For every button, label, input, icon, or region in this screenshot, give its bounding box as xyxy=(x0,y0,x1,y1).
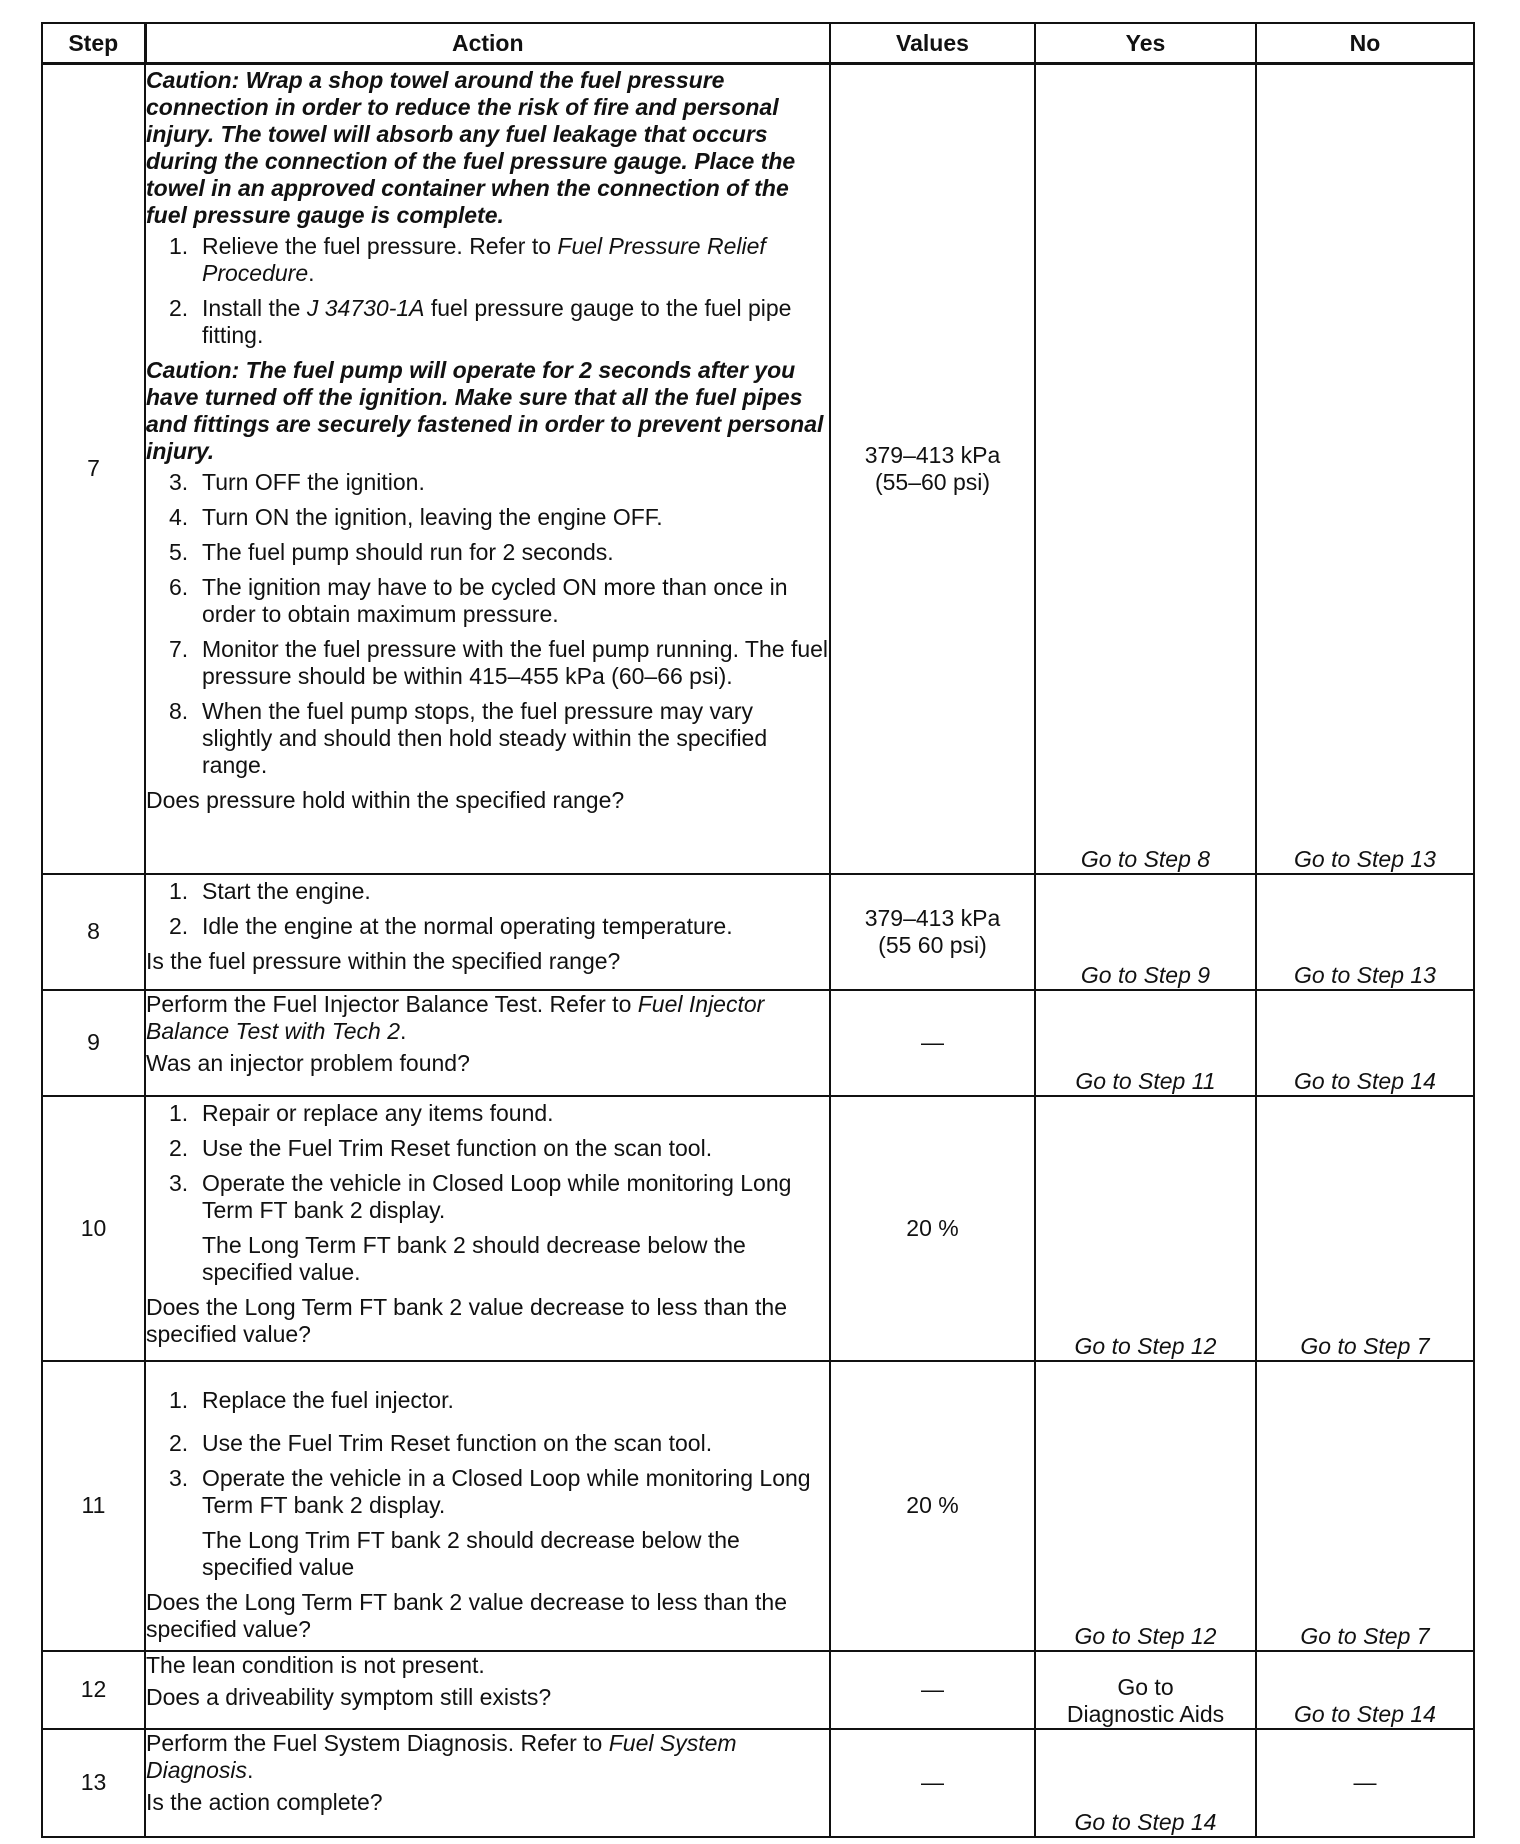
procedure-reference: Fuel System Diagnosis xyxy=(146,1729,737,1783)
no-cell: — xyxy=(1256,1729,1474,1837)
action-cell xyxy=(145,1729,830,1837)
value-secondary: (55 60 psi) xyxy=(878,931,987,958)
action-cell xyxy=(145,874,830,990)
no-cell: Go to Step 14 xyxy=(1256,990,1474,1096)
question-text: Does the Long Term FT bank 2 value decrease to less than the specified value? xyxy=(146,1293,787,1347)
header-step: Step xyxy=(42,23,145,64)
question-text: Was an injector problem found? xyxy=(146,1049,470,1076)
no-cell: Go to Step 13 xyxy=(1256,874,1474,990)
no-cell: Go to Step 7 xyxy=(1256,1096,1474,1361)
header-row xyxy=(42,23,1474,64)
question-text: Is the action complete? xyxy=(146,1788,383,1815)
step-list xyxy=(146,878,829,940)
list-item: 7. Monitor the fuel pressure with the fuel pump running. The fuel pressure should be within 415–455 kPa (60–66 psi). xyxy=(169,636,829,689)
action-cell xyxy=(145,64,830,874)
values-cell: 20 % xyxy=(830,1096,1035,1361)
values-cell: 20 % xyxy=(830,1361,1035,1651)
no-cell: Go to Step 14 xyxy=(1256,1651,1474,1729)
values-cell: — xyxy=(830,1729,1035,1837)
procedure-reference: Fuel Injector Balance Test with Tech 2 xyxy=(146,990,765,1044)
list-item: 1. Repair or replace any items found. xyxy=(169,1099,554,1126)
tool-reference: J 34730-1A xyxy=(306,295,425,321)
action-cell xyxy=(145,1651,830,1729)
caution-text: Caution: The fuel pump will operate for 2 seconds after you have turned off the ignition. Make sure that all the fuel pipes and fittings are securely fastened in order to prevent personal injury. xyxy=(146,357,824,464)
action-cell xyxy=(145,1361,830,1651)
header-yes: Yes xyxy=(1035,23,1256,64)
diagnostic-table xyxy=(41,22,1475,1838)
list-item: 8. When the fuel pump stops, the fuel pressure may vary slightly and should then hold steady within the specified range. xyxy=(169,698,768,778)
procedure-reference: Fuel Pressure Relief Procedure xyxy=(202,233,766,286)
action-cell xyxy=(145,1096,830,1361)
step-list xyxy=(146,1100,829,1224)
yes-line-1: Go to xyxy=(1117,1673,1174,1700)
yes-cell: Go to Step 8 xyxy=(1035,64,1256,874)
yes-cell: Go to Step 12 xyxy=(1035,1361,1256,1651)
question-text: Is the fuel pressure within the specified range? xyxy=(146,947,621,974)
note-text: The Long Term FT bank 2 should decrease below the specified value. xyxy=(202,1231,746,1285)
action-text: The lean condition is not present. xyxy=(146,1651,485,1678)
step-number: 12 xyxy=(42,1651,145,1729)
list-item: 3. Operate the vehicle in a Closed Loop while monitoring Long Term FT bank 2 display. xyxy=(169,1464,811,1518)
question-text: Does the Long Term FT bank 2 value decrease to less than the specified value? xyxy=(146,1588,787,1642)
table-row xyxy=(42,1729,1474,1837)
value-primary: 379–413 kPa xyxy=(864,904,1001,931)
table-row xyxy=(42,64,1474,874)
no-cell: Go to Step 13 xyxy=(1256,64,1474,874)
question-text: Does pressure hold within the specified range? xyxy=(146,787,625,813)
step-number: 8 xyxy=(42,874,145,990)
yes-line-2: Diagnostic Aids xyxy=(1066,1700,1225,1727)
values-cell: — xyxy=(830,990,1035,1096)
yes-cell: Go to Step 11 xyxy=(1035,990,1256,1096)
step-number: 11 xyxy=(42,1361,145,1651)
value-primary: 379–413 kPa xyxy=(864,441,1001,468)
values-cell xyxy=(830,874,1035,990)
value-secondary: (55–60 psi) xyxy=(874,468,991,495)
step-list xyxy=(146,233,829,349)
yes-cell: Go to Step 9 xyxy=(1035,874,1256,990)
values-cell xyxy=(830,64,1035,874)
list-item: 3. Turn OFF the ignition. xyxy=(169,469,425,495)
no-cell: Go to Step 7 xyxy=(1256,1361,1474,1651)
yes-cell: Go to Step 14 xyxy=(1035,1729,1256,1837)
list-item: 4. Turn ON the ignition, leaving the engine OFF. xyxy=(169,504,663,530)
step-list xyxy=(146,1387,829,1519)
header-values: Values xyxy=(830,23,1035,64)
list-item: 2. Use the Fuel Trim Reset function on the scan tool. xyxy=(169,1429,713,1456)
list-item: 2. Use the Fuel Trim Reset function on the scan tool. xyxy=(169,1134,713,1161)
action-cell xyxy=(145,990,830,1096)
step-number: 9 xyxy=(42,990,145,1096)
question-text: Does a driveability symptom still exists? xyxy=(146,1683,552,1710)
yes-cell: Go to Step 12 xyxy=(1035,1096,1256,1361)
list-item: 1. Start the engine. xyxy=(169,877,371,904)
list-item: 3. Operate the vehicle in Closed Loop while monitoring Long Term FT bank 2 display. xyxy=(169,1169,792,1223)
table-row xyxy=(42,990,1474,1096)
action-text: Perform the Fuel Injector Balance Test. Refer to Fuel Injector Balance Test with Tech 2. xyxy=(146,990,765,1044)
list-item: 1. Relieve the fuel pressure. Refer to Fuel Pressure Relief Procedure. xyxy=(169,233,766,286)
header-action: Action xyxy=(145,23,830,64)
list-item: 6. The ignition may have to be cycled ON more than once in order to obtain maximum pressure. xyxy=(169,574,788,627)
list-item: 2. Idle the engine at the normal operating temperature. xyxy=(169,912,733,939)
header-no: No xyxy=(1256,23,1474,64)
list-item: 5. The fuel pump should run for 2 seconds. xyxy=(169,539,614,565)
table-row xyxy=(42,1651,1474,1729)
step-number: 13 xyxy=(42,1729,145,1837)
table-row xyxy=(42,874,1474,990)
step-number: 10 xyxy=(42,1096,145,1361)
values-cell: — xyxy=(830,1651,1035,1729)
list-item: 2. Install the J 34730-1A fuel pressure gauge to the fuel pipe fitting. xyxy=(169,295,792,348)
table-row xyxy=(42,1361,1474,1651)
step-number: 7 xyxy=(42,64,145,874)
step-list xyxy=(146,469,829,779)
action-text: Perform the Fuel System Diagnosis. Refer to Fuel System Diagnosis. xyxy=(146,1729,737,1783)
caution-text: Caution: Wrap a shop towel around the fuel pressure connection in order to reduce the risk of fire and personal injury. The towel will absorb any fuel leakage that occurs during the connection of the fuel pressure gauge. Place the towel in an approved container when the connection of the fuel pressure gauge is complete. xyxy=(146,67,796,228)
note-text: The Long Trim FT bank 2 should decrease below the specified value xyxy=(202,1526,740,1580)
table-row xyxy=(42,1096,1474,1361)
list-item: 1. Replace the fuel injector. xyxy=(169,1386,454,1413)
yes-cell xyxy=(1035,1651,1256,1729)
